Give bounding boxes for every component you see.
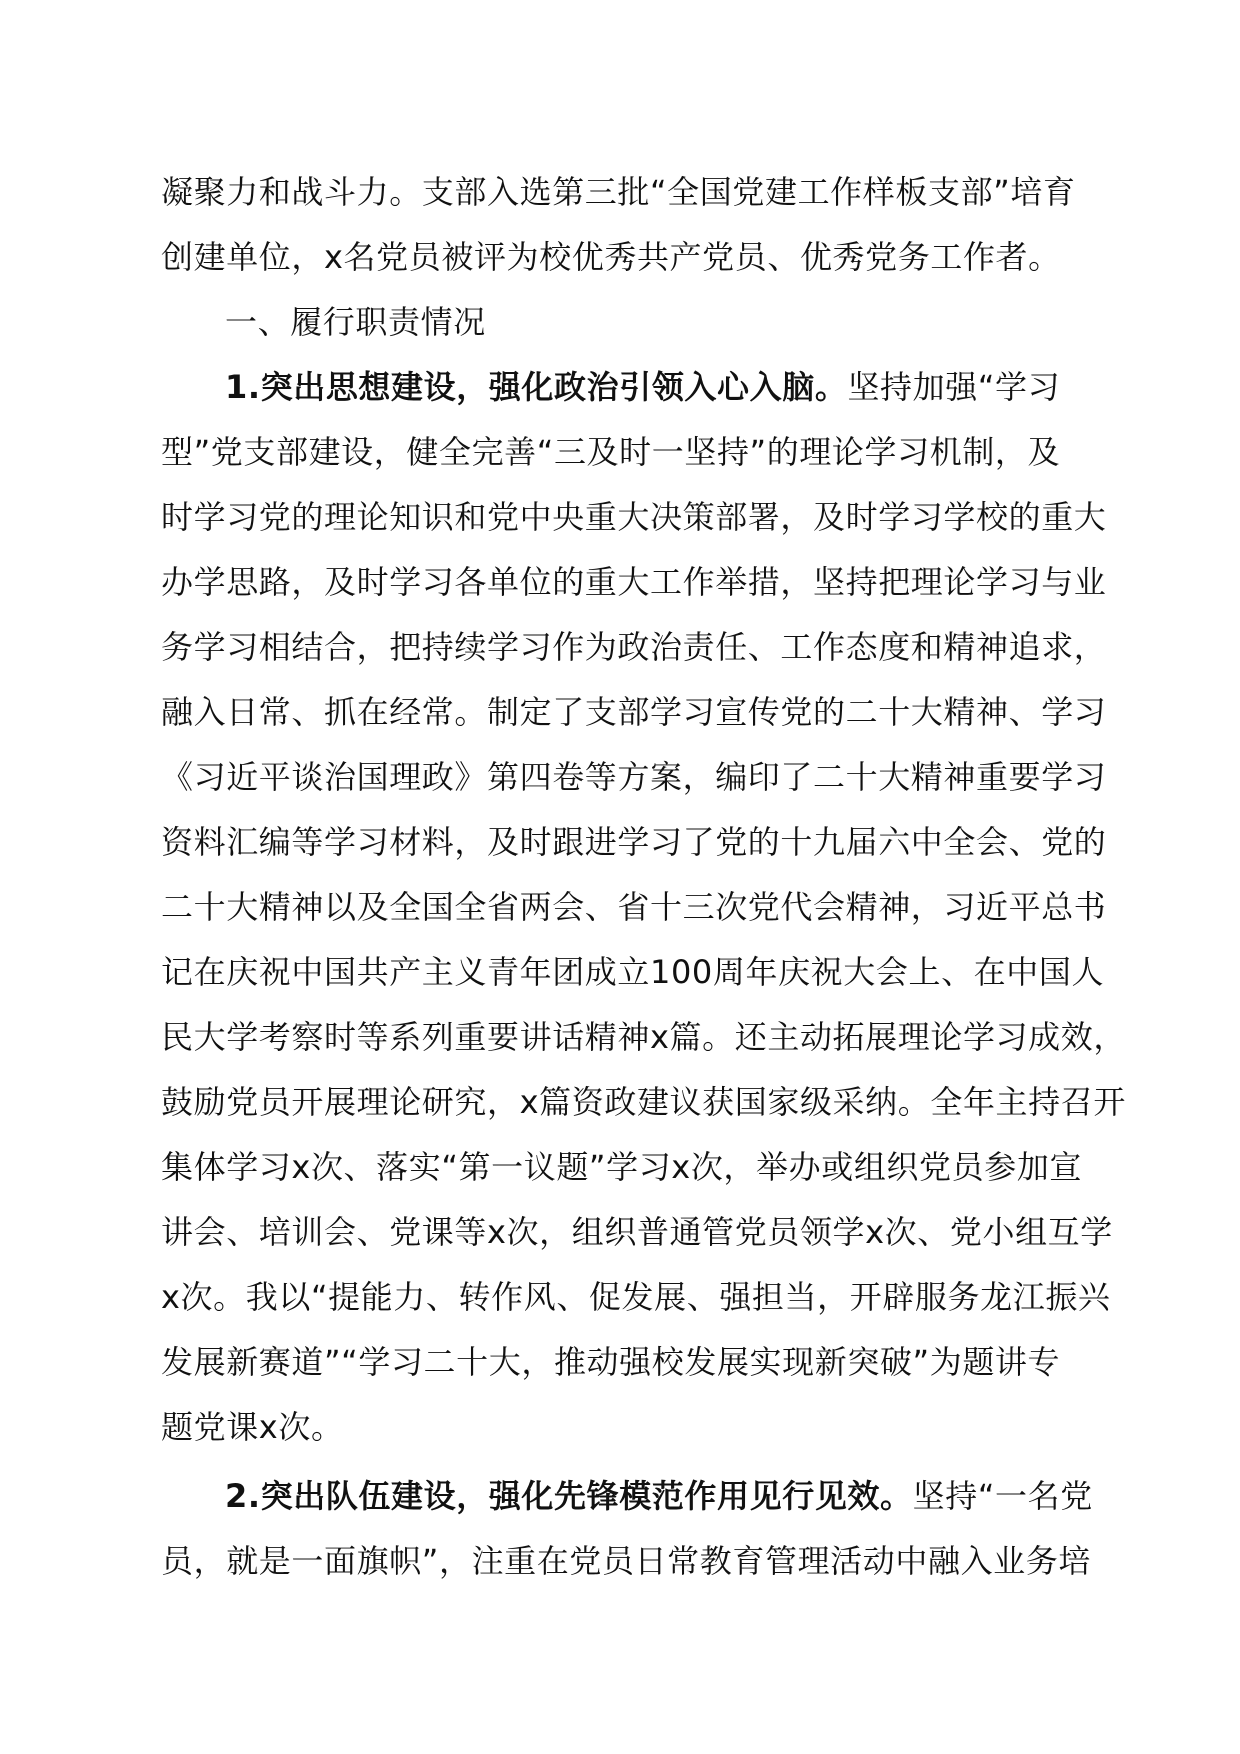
item2-first-line bbox=[161, 1464, 1121, 1529]
section-heading: 一、履行职责情况 bbox=[225, 303, 486, 341]
body-text-line: x次。我以“提能力、转作风、促发展、强担当，开辟服务龙江振兴 bbox=[161, 1278, 1111, 1316]
item1-first-line bbox=[161, 355, 1121, 420]
body-text-line: 二十大精神以及全国全省两会、省十三次党代会精神，习近平总书 bbox=[161, 888, 1107, 926]
body-text-line: 发展新赛道”“学习二十大，推动强校发展实现新突破”为题讲专 bbox=[161, 1343, 1061, 1381]
body-text-line: 务学习相结合，把持续学习作为政治责任、工作态度和精神追求， bbox=[161, 628, 1107, 666]
body-text: 坚持加强“学习 bbox=[847, 368, 1061, 406]
body-text-line: 《习近平谈治国理政》第四卷等方案，编印了二十大精神重要学习 bbox=[161, 758, 1107, 796]
body-text-line: 创建单位，x名党员被评为校优秀共产党员、优秀党务工作者。 bbox=[161, 238, 1061, 276]
body-text-line: 型”党支部建设，健全完善“三及时一坚持”的理论学习机制，及 bbox=[161, 433, 1061, 471]
body-text-line: 题党课x次。 bbox=[161, 1408, 344, 1446]
body-text-line: 办学思路，及时学习各单位的重大工作举措，坚持把理论学习与业 bbox=[161, 563, 1107, 601]
document-page bbox=[161, 160, 1126, 1594]
body-text-line: 凝聚力和战斗力。支部入选第三批“全国党建工作样板支部”培育 bbox=[161, 173, 1076, 211]
body-text-line: 集体学习x次、落实“第一议题”学习x次，举办或组织党员参加宣 bbox=[161, 1148, 1083, 1186]
body-text-line: 员，就是一面旗帜”，注重在党员日常教育管理活动中融入业务培 bbox=[161, 1542, 1091, 1580]
item1-title: 1.突出思想建设，强化政治引领入心入脑。 bbox=[225, 368, 848, 406]
body-text-line: 时学习党的理论知识和党中央重大决策部署，及时学习学校的重大 bbox=[161, 498, 1107, 536]
body-text-line: 民大学考察时等系列重要讲话精神x篇。还主动拓展理论学习成效， bbox=[161, 1018, 1126, 1056]
body-text: 坚持“一名党 bbox=[912, 1477, 1093, 1515]
item2-title: 2.突出队伍建设，强化先锋模范作用见行见效。 bbox=[225, 1477, 913, 1515]
body-text-line: 融入日常、抓在经常。制定了支部学习宣传党的二十大精神、学习 bbox=[161, 693, 1107, 731]
body-text-line: 资料汇编等学习材料，及时跟进学习了党的十九届六中全会、党的 bbox=[161, 823, 1107, 861]
body-text-line: 记在庆祝中国共产主义青年团成立100周年庆祝大会上、在中国人 bbox=[161, 953, 1105, 991]
body-text-line: 讲会、培训会、党课等x次，组织普通管党员领学x次、党小组互学 bbox=[161, 1213, 1113, 1251]
body-text-line: 鼓励党员开展理论研究，x篇资政建议获国家级采纳。全年主持召开 bbox=[161, 1083, 1126, 1121]
